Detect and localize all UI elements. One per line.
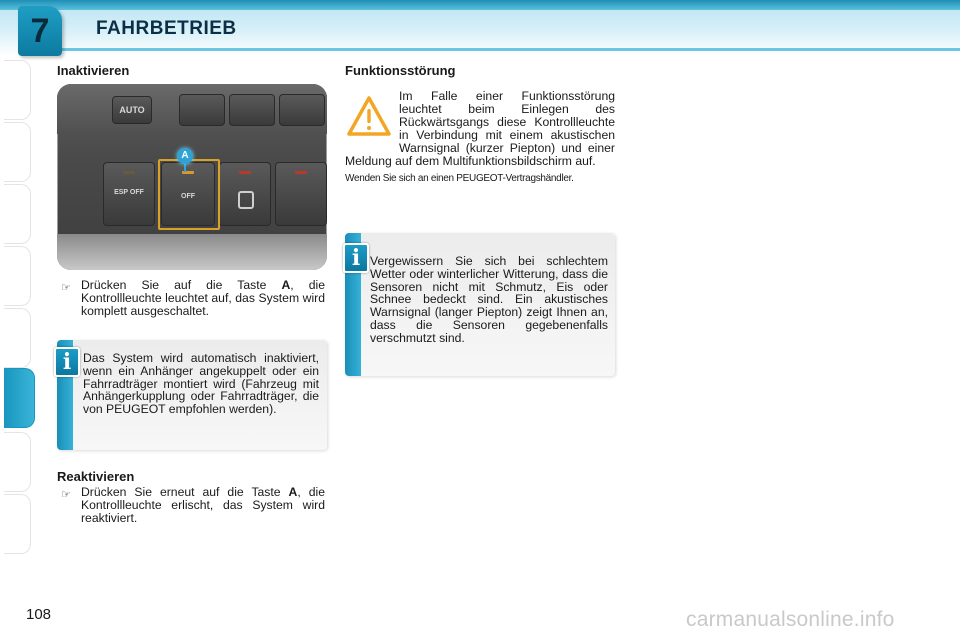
info-icon: i	[54, 347, 80, 377]
deactivate-text-end: , die Kontrollleuchte leuchtet auf, das System wird komplett ausgeschaltet.	[81, 278, 325, 318]
esp-off-label: ESP OFF	[114, 189, 144, 196]
heading-deactivate: Inaktivieren	[57, 63, 130, 78]
page-number: 108	[26, 606, 52, 623]
auto-button-label: AUTO	[119, 105, 145, 115]
button-a-highlight-frame	[158, 159, 220, 230]
text-wrap-spacer	[345, 90, 399, 144]
bullet-icon: ☞	[61, 489, 71, 501]
chapter-tab-7-active[interactable]	[4, 368, 35, 428]
deactivate-text-start: Drücken Sie auf die Taste	[81, 278, 282, 292]
chapter-tab-9[interactable]	[4, 494, 31, 554]
alarm-lamp	[295, 171, 307, 174]
deactivate-key: A	[281, 278, 291, 292]
chapter-number: 7	[30, 12, 50, 50]
reactivate-text-end: , die Kontrollleuchte erlischt, das System wird reaktiviert.	[81, 485, 325, 525]
chapter-tab-1[interactable]	[4, 60, 31, 120]
dealer-note: Wenden Sie sich an einen PEUGEOT-Vertragshändler.	[345, 173, 574, 184]
reactivate-text-start: Drücken Sie erneut auf die Taste	[81, 485, 289, 499]
heading-malfunction: Funktionsstörung	[345, 63, 456, 78]
deactivate-instruction	[81, 279, 325, 318]
lock-lamp	[239, 171, 251, 174]
info-text-sensors: Vergewissern Sie sich bei schlechtem Wetter oder winterlicher Witterung, dass die Sensoren nicht mit Schmutz, Eis oder Schnee bedeckt sind. Ein akustisches Warnsignal (langer Piepton) zeigt Ihnen an, dass die Sensoren gegebenenfalls verschmutzt sind.	[370, 254, 608, 345]
chapter-header	[0, 0, 960, 56]
lock-button	[219, 162, 271, 226]
reactivate-instruction	[81, 486, 325, 525]
parking-off-label: OFF	[181, 193, 195, 200]
bullet-icon: ☞	[61, 282, 71, 294]
heading-reactivate: Reaktivieren	[57, 469, 135, 484]
esp-lamp	[123, 171, 135, 174]
callout-line	[184, 164, 186, 172]
header-underline	[60, 48, 960, 51]
chapter-tab-4[interactable]	[4, 246, 31, 306]
chapter-tab-8[interactable]	[4, 432, 31, 492]
auto-button	[112, 96, 152, 124]
chapter-tab-3[interactable]	[4, 184, 31, 244]
reactivate-key: A	[288, 485, 298, 499]
rear-defrost-button	[179, 94, 225, 126]
chapter-tabs	[0, 60, 36, 580]
info-box-trailer	[57, 340, 327, 450]
esp-off-button	[103, 162, 155, 226]
callout-a-marker: A	[177, 148, 193, 164]
alarm-button	[275, 162, 327, 226]
fan-button	[229, 94, 275, 126]
lock-icon	[238, 191, 254, 209]
chapter-title: FAHRBETRIEB	[96, 18, 237, 39]
chapter-tab-2[interactable]	[4, 122, 31, 182]
info-text-trailer: Das System wird automatisch inaktiviert, wenn ein Anhänger angekuppelt oder ein Fahrradträger montiert wird (Fahrzeug mit Anhängerkupplung oder Fahrradträger, die von PEUGEOT empfohlen werden).	[83, 351, 319, 417]
info-box-sensors	[345, 233, 615, 376]
photo-lower-panel	[57, 234, 327, 270]
watermark: carmanualsonline.info	[686, 608, 895, 631]
malfunction-text-body: Im Falle einer Funktionsstörung leuchtet beim Einlegen des Rückwärtsgangs diese Kontrollleuchte in Verbindung mit einem akustischen Warnsignal (kurzer Piepton) und einer Meldung auf dem Multifunktionsbildschirm auf.	[345, 89, 615, 168]
header-top-bar	[0, 0, 960, 10]
info-icon: i	[343, 243, 369, 273]
recirculation-button	[279, 94, 325, 126]
control-panel-photo	[57, 84, 327, 270]
chapter-badge	[18, 6, 62, 56]
malfunction-text	[345, 90, 615, 168]
chapter-tab-5[interactable]	[4, 308, 31, 368]
